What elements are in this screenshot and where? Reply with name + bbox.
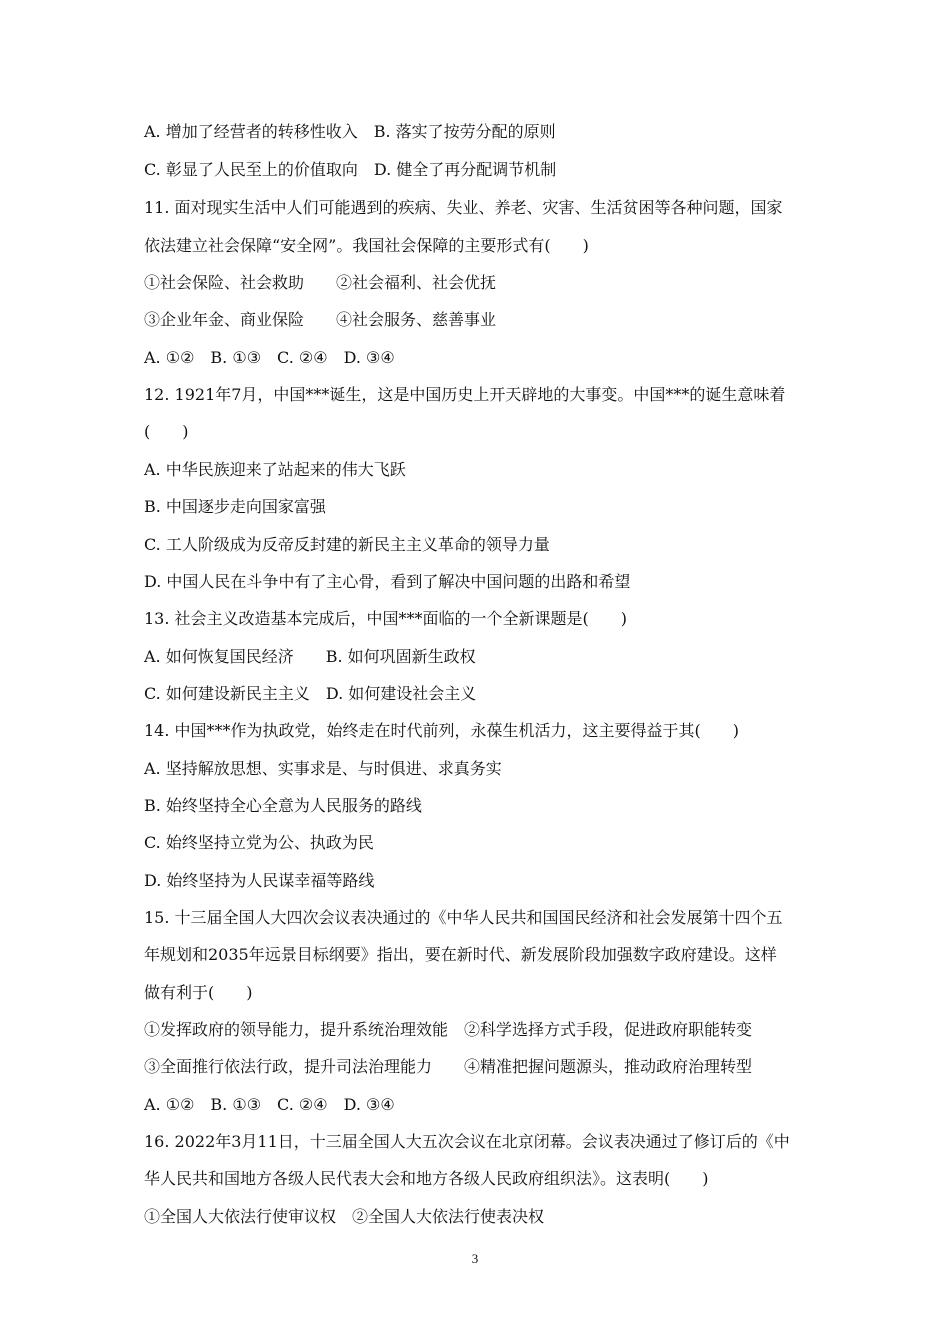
q12-stem-line2: ( ) <box>144 422 189 441</box>
q16-stem-line2: 华人民共和国地方各级人民代表大会和地方各级人民政府组织法》。这表明( ) <box>144 1169 709 1188</box>
q11-statements-34: ③企业年金、商业保险 ④社会服务、慈善事业 <box>144 310 497 329</box>
q15-statements-34: ③全面推行依法行政，提升司法治理能力 ④精准把握问题源头，推动政府治理转型 <box>144 1057 753 1076</box>
q11-stem-line1: 11. 面对现实生活中人们可能遇到的疾病、失业、养老、灾害、生活贫困等各种问题，国家 <box>144 198 783 217</box>
q13-stem: 13. 社会主义改造基本完成后，中国***面临的一个全新课题是( ) <box>144 609 628 628</box>
q14-stem: 14. 中国***作为执政党，始终走在时代前列，永葆生机活力，这主要得益于其( ) <box>144 721 740 740</box>
q12-option-d: D. 中国人民在斗争中有了主心骨，看到了解决中国问题的出路和希望 <box>144 572 631 591</box>
q15-stem-line1: 15. 十三届全国人大四次会议表决通过的《中华人民共和国国民经济和社会发展第十四个五 <box>144 908 783 927</box>
q16-statements-12: ①全国人大依法行使审议权 ②全国人大依法行使表决权 <box>144 1207 545 1226</box>
q12-option-b: B. 中国逐步走向国家富强 <box>144 497 326 516</box>
q11-answer-options: A. ①② B. ①③ C. ②④ D. ③④ <box>144 348 395 367</box>
q16-stem-line1: 16. 2022年3月11日，十三届全国人大五次会议在北京闭幕。会议表决通过了修订后的《中 <box>144 1132 790 1151</box>
q15-statements-12: ①发挥政府的领导能力，提升系统治理效能 ②科学选择方式手段，促进政府职能转变 <box>144 1020 753 1039</box>
q14-option-b: B. 始终坚持全心全意为人民服务的路线 <box>144 796 422 815</box>
q13-options-ab: A. 如何恢复国民经济 B. 如何巩固新生政权 <box>144 647 476 666</box>
q15-stem-line2: 年规划和2035年远景目标纲要》指出，要在新时代、新发展阶段加强数字政府建设。这样 <box>144 945 777 964</box>
q14-option-a: A. 坚持解放思想、实事求是、与时俱进、求真务实 <box>144 759 502 778</box>
q15-answer-options: A. ①② B. ①③ C. ②④ D. ③④ <box>144 1095 395 1114</box>
q14-option-c: C. 始终坚持立党为公、执政为民 <box>144 833 374 852</box>
q11-stem-line2: 依法建立社会保障“安全网”。我国社会保障的主要形式有( ) <box>144 236 589 255</box>
q11-statements-12: ①社会保险、社会救助 ②社会福利、社会优抚 <box>144 273 497 292</box>
q10-options-cd: C. 彰显了人民至上的价值取向 D. 健全了再分配调节机制 <box>144 160 557 179</box>
q12-stem-line1: 12. 1921年7月，中国***诞生，这是中国历史上开天辟地的大事变。中国***的诞生意味着 <box>144 385 786 404</box>
q15-stem-line3: 做有利于( ) <box>144 983 253 1002</box>
q14-option-d: D. 始终坚持为人民谋幸福等路线 <box>144 871 375 890</box>
page-number: 3 <box>471 1251 479 1266</box>
q12-option-a: A. 中华民族迎来了站起来的伟大飞跃 <box>144 460 406 479</box>
q13-options-cd: C. 如何建设新民主主义 D. 如何建设社会主义 <box>144 684 477 703</box>
q12-option-c: C. 工人阶级成为反帝反封建的新民主主义革命的领导力量 <box>144 535 550 554</box>
q10-options-ab: A. 增加了经营者的转移性收入 B. 落实了按劳分配的原则 <box>144 122 556 141</box>
